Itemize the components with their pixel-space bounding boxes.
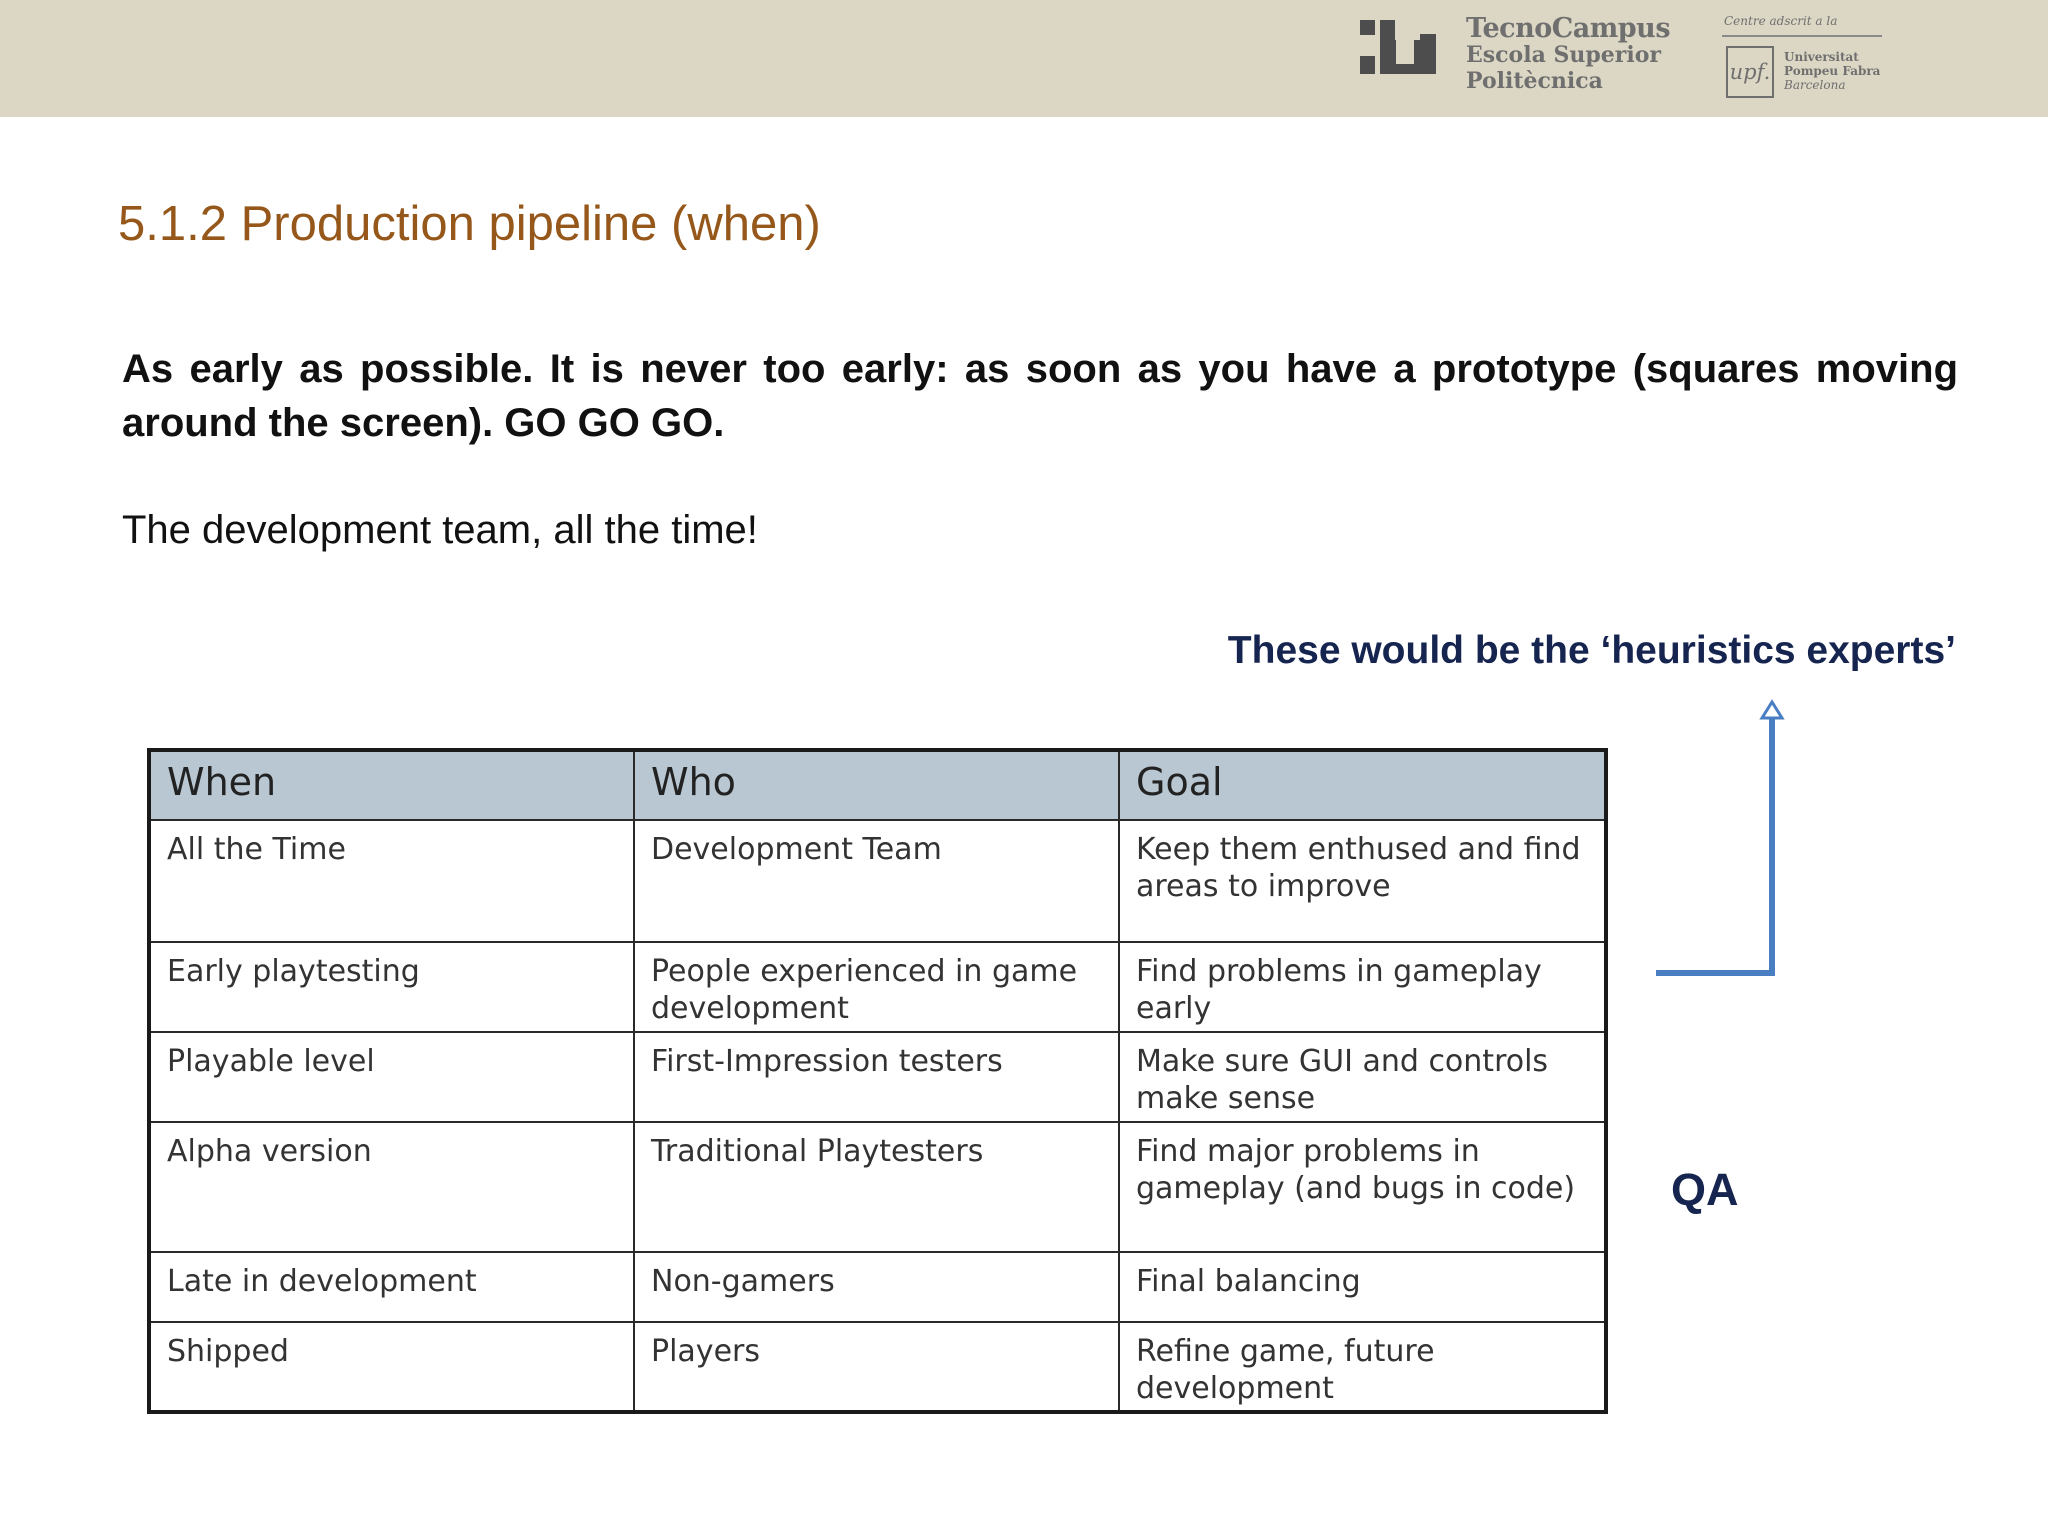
header-bar — [0, 0, 2048, 117]
table-row — [149, 942, 1606, 1032]
qa-label: QA — [1671, 1164, 1739, 1215]
table-header-row — [149, 750, 1606, 820]
cell-who: People experienced in game development — [634, 942, 1119, 1032]
cell-when: Alpha version — [149, 1122, 634, 1252]
header-goal: Goal — [1119, 750, 1606, 820]
upf-name — [1784, 50, 1880, 92]
cell-goal: Keep them enthused and find areas to improve — [1119, 820, 1606, 942]
team-line: The development team, all the time! — [122, 508, 758, 552]
table-row — [149, 1122, 1606, 1252]
table-row — [149, 820, 1606, 942]
page-title: 5.1.2 Production pipeline (when) — [118, 197, 821, 251]
tecnocampus-logo-icon — [1360, 20, 1440, 76]
cell-when: Early playtesting — [149, 942, 634, 1032]
cell-goal: Final balancing — [1119, 1252, 1606, 1322]
upf-line-2: Pompeu Fabra — [1784, 64, 1881, 78]
cell-when: Shipped — [149, 1322, 634, 1412]
cell-who: Traditional Playtesters — [634, 1122, 1119, 1252]
table-row — [149, 1252, 1606, 1322]
table-row — [149, 1032, 1606, 1122]
pipeline-table — [147, 748, 1608, 1414]
cell-who: Development Team — [634, 820, 1119, 942]
header-who: Who — [634, 750, 1119, 820]
intro-paragraph: As early as possible. It is never too early: as soon as you have a prototype (squares moving around the screen). GO GO GO. — [122, 347, 1958, 445]
upf-line-1: Universitat — [1784, 50, 1859, 64]
tc-line-2: Escola Superior — [1466, 42, 1661, 68]
heuristics-note: These would be the ‘heuristics experts’ — [1227, 629, 1956, 672]
arrow-up-icon — [1640, 696, 1790, 986]
cell-goal: Find major problems in gameplay (and bugs in code) — [1119, 1122, 1606, 1252]
cell-when: Late in development — [149, 1252, 634, 1322]
tc-line-1: TecnoCampus — [1466, 13, 1671, 44]
upf-affiliation-text: Centre adscrit a la — [1724, 14, 1838, 28]
cell-goal: Make sure GUI and controls make sense — [1119, 1032, 1606, 1122]
cell-goal: Find problems in gameplay early — [1119, 942, 1606, 1032]
upf-divider — [1722, 35, 1882, 37]
header-when: When — [149, 750, 634, 820]
cell-goal: Refine game, future development — [1119, 1322, 1606, 1412]
cell-who: Players — [634, 1322, 1119, 1412]
upf-logo — [1720, 14, 1885, 104]
table-row — [149, 1322, 1606, 1412]
cell-when: All the Time — [149, 820, 634, 942]
tc-line-3: Politècnica — [1466, 68, 1603, 94]
tecnocampus-wordmark — [1466, 13, 1671, 94]
upf-line-3: Barcelona — [1784, 78, 1846, 92]
upf-mark: upf. — [1726, 46, 1774, 98]
cell-when: Playable level — [149, 1032, 634, 1122]
cell-who: First-Impression testers — [634, 1032, 1119, 1122]
cell-who: Non-gamers — [634, 1252, 1119, 1322]
